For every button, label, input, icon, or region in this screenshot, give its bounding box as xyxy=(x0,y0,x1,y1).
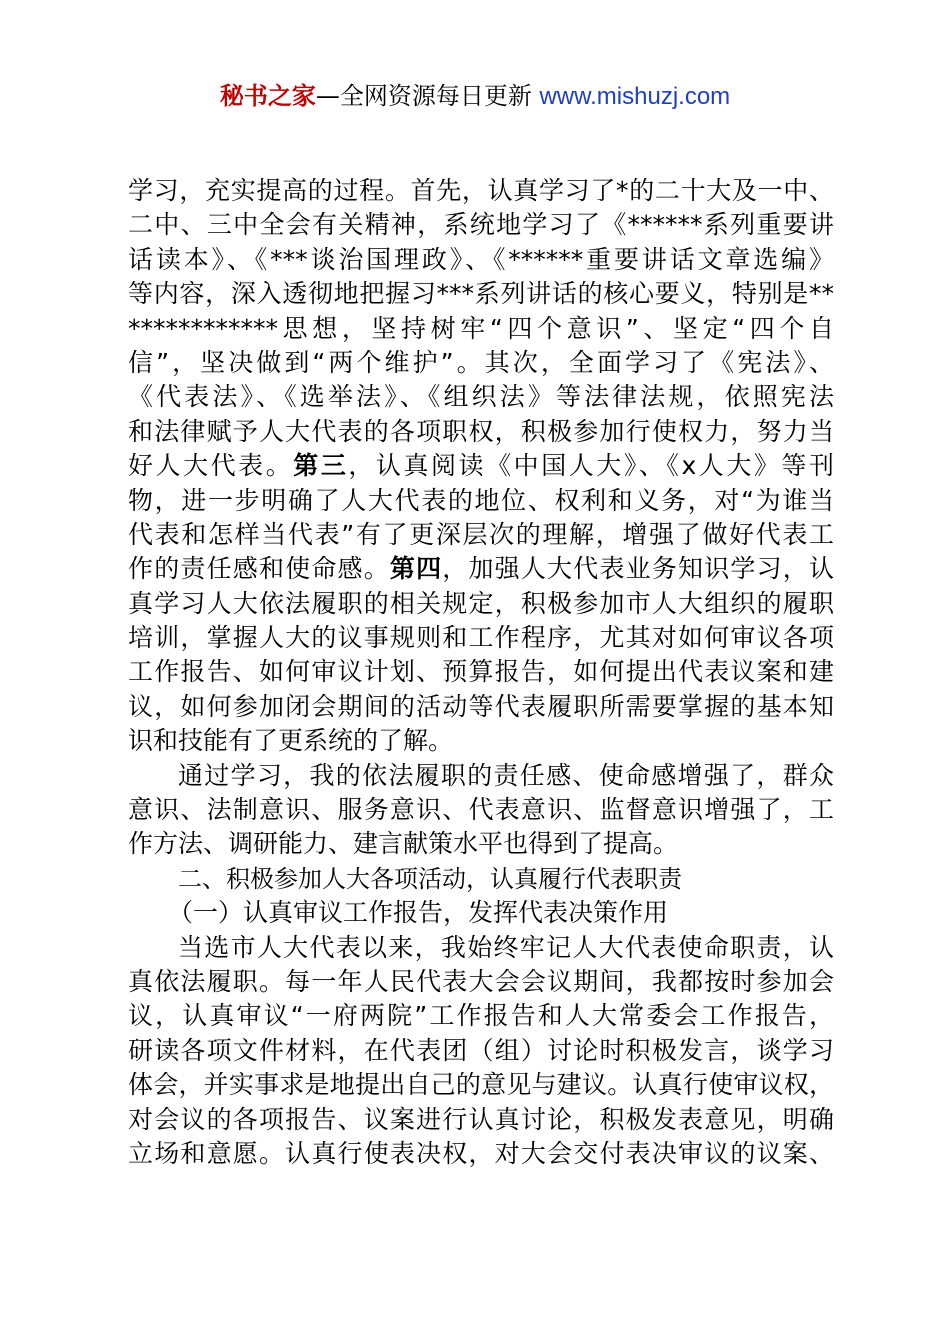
bold-marker-fourth: 第四 xyxy=(389,554,443,584)
text-line: 信”，坚决做到“两个维护”。其次，全面学习了《宪法》、 xyxy=(128,347,834,377)
section-heading: 二、积极参加人大各项活动，认真履行代表职责 xyxy=(178,864,682,893)
text-line: 真学习人大依法履职的相关规定，积极参加市人大组织的履职 xyxy=(128,588,834,618)
paragraph-study-content xyxy=(128,174,834,759)
document-body xyxy=(128,174,834,1171)
text-span: ，认真阅读《中国人大》、《x人大》等刊 xyxy=(348,451,834,481)
text-line: 和法律赋予人大代表的各项职权，积极参加行使权力，努力当 xyxy=(128,416,834,446)
text-line: 研读各项文件材料，在代表团（组）讨论时积极发言，谈学习 xyxy=(128,1035,834,1065)
text-line: 体会，并实事求是地提出自己的意见与建议。认真行使审议权， xyxy=(128,1070,834,1100)
paragraph-study-results xyxy=(128,759,834,862)
text-line: 意识、法制意识、服务意识、代表意识、监督意识增强了，工 xyxy=(128,795,834,825)
page-header xyxy=(0,80,950,113)
text-span: ，加强人大代表业务知识学习，认 xyxy=(442,554,834,584)
text-line: 物，进一步明确了人大代表的地位、权利和义务，对“为谁当 xyxy=(128,485,834,515)
text-line: 学习，充实提高的过程。首先，认真学习了*的二十大及一中、 xyxy=(128,176,834,205)
site-tagline: —全网资源每日更新 xyxy=(315,82,540,110)
paragraph-review-reports xyxy=(128,931,834,1172)
text-line: 话读本》、《***谈治国理政》、《******重要讲话文章选编》 xyxy=(128,244,834,274)
text-line: 议，如何参加闭会期间的活动等代表履职所需要掌握的基本知 xyxy=(128,691,834,721)
text-line: 代表和怎样当代表”有了更深层次的理解，增强了做好代表工 xyxy=(128,519,834,549)
text-line: 《代表法》、《选举法》、《组织法》等法律法规，依照宪法 xyxy=(128,382,834,412)
text-line: 二中、三中全会有关精神，系统地学习了《******系列重要讲 xyxy=(128,210,834,240)
text-line: 作方法、调研能力、建言献策水平也得到了提高。 xyxy=(128,829,679,859)
text-line: 对会议的各项报告、议案进行认真讨论，积极发表意见，明确 xyxy=(128,1104,834,1134)
text-line: 培训，掌握人大的议事规则和工作程序，尤其对如何审议各项 xyxy=(128,623,834,653)
text-line: 通过学习，我的依法履职的责任感、使命感增强了，群众 xyxy=(178,760,834,790)
text-line xyxy=(128,449,834,483)
text-span: 好人大代表。 xyxy=(128,451,294,481)
text-line: 等内容，深入透彻地把握习***系列讲话的核心要义，特别是** xyxy=(128,279,834,309)
text-line: 真依法履职。每一年人民代表大会会议期间，我都按时参加会 xyxy=(128,966,834,996)
site-url-link[interactable]: www.mishuzj.com xyxy=(539,83,731,110)
text-line: 立场和意愿。认真行使表决权，对大会交付表决审议的议案、 xyxy=(128,1138,834,1168)
text-line: 工作报告、如何审议计划、预算报告，如何提出代表议案和建 xyxy=(128,657,834,687)
subsection-heading: （一）认真审议工作报告，发挥代表决策作用 xyxy=(168,898,669,928)
text-line: 当选市人大代表以来，我始终牢记人大代表使命职责，认 xyxy=(178,932,834,962)
site-brand: 秘书之家 xyxy=(219,82,316,110)
text-line: 议，认真审议“一府两院”工作报告和人大常委会工作报告， xyxy=(128,1001,834,1031)
text-line xyxy=(128,552,834,586)
bold-marker-third: 第三 xyxy=(293,451,349,481)
text-line: ************思想，坚持树牢“四个意识”、坚定“四个自 xyxy=(128,313,834,343)
text-span: 作的责任感和使命感。 xyxy=(128,554,390,584)
text-line: 识和技能有了更系统的了解。 xyxy=(128,726,454,756)
